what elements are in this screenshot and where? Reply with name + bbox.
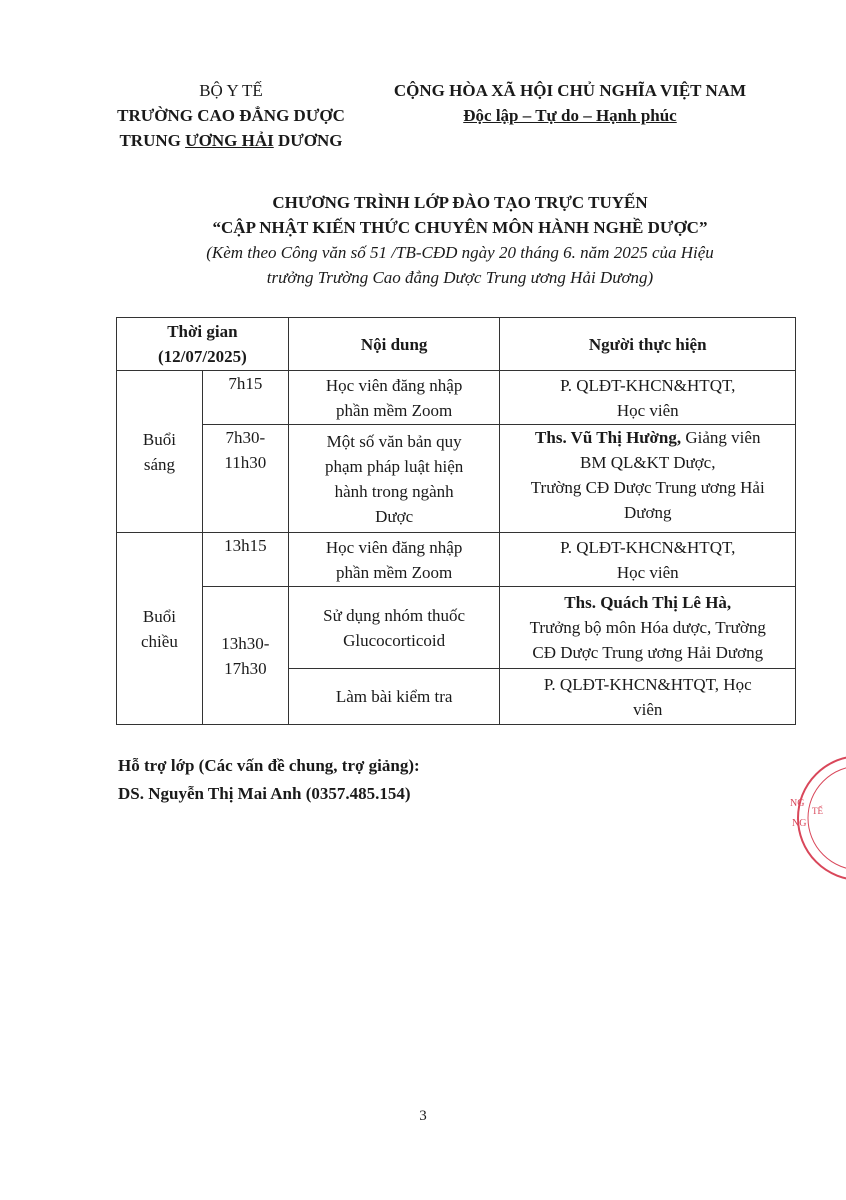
table-header-row <box>117 318 796 371</box>
school-name-line2 <box>100 128 362 153</box>
person-cell: P. QLĐT-KHCN&HTQT, Học viên <box>500 371 796 425</box>
header-content: Nội dung <box>288 318 500 371</box>
content-cell: Học viên đăng nhập phần mềm Zoom <box>288 533 500 587</box>
ministry-name: BỘ Y TẾ <box>199 81 263 100</box>
table-row <box>117 533 796 587</box>
lecturer-name: Ths. Vũ Thị Hường, <box>535 428 682 447</box>
title-line1: CHƯƠNG TRÌNH LỚP ĐÀO TẠO TRỰC TUYẾN <box>272 193 648 212</box>
national-motto: Độc lập – Tự do – Hạnh phúc <box>463 106 677 125</box>
content-cell: Học viên đăng nhập phần mềm Zoom <box>288 371 500 425</box>
document-title <box>80 190 840 290</box>
session-morning: Buổi sáng <box>117 371 203 533</box>
table-row <box>117 425 796 533</box>
time-cell: 7h30- 11h30 <box>202 425 288 533</box>
support-label: Hỗ trợ lớp (Các vấn đề chung, trợ giảng): <box>118 756 420 775</box>
school-name-line2-c: DƯƠNG <box>273 131 343 150</box>
national-header <box>370 78 770 128</box>
time-cell: 7h15 <box>202 371 288 425</box>
title-reference-line1: (Kèm theo Công văn số 51 /TB-CĐD ngày 20 tháng 6. năm 2025 của Hiệu <box>206 243 714 262</box>
person-cell: P. QLĐT-KHCN&HTQT, Học viên <box>500 669 796 725</box>
content-cell: Một số văn bản quy phạm pháp luật hiện hành trong ngành Dược <box>288 425 500 533</box>
content-cell: Làm bài kiểm tra <box>288 669 500 725</box>
support-contact: DS. Nguyễn Thị Mai Anh (0357.485.154) <box>118 784 411 803</box>
title-reference-line2: trưởng Trường Cao đẳng Dược Trung ương Hải Dương) <box>266 268 654 287</box>
page-number: 3 <box>419 1108 427 1124</box>
header-time: Thời gian (12/07/2025) <box>117 318 289 371</box>
class-support <box>118 752 420 808</box>
session-afternoon: Buổi chiều <box>117 533 203 725</box>
content-cell: Sử dụng nhóm thuốc Glucocorticoid <box>288 587 500 669</box>
seal-text: NG <box>790 798 805 809</box>
school-name-line2-underlined: ƯƠNG HẢI <box>185 131 274 150</box>
seal-text: NG <box>792 818 807 829</box>
time-cell: 13h30- 17h30 <box>202 587 288 725</box>
time-cell: 13h15 <box>202 533 288 587</box>
title-line2: “CẬP NHẬT KIẾN THỨC CHUYÊN MÔN HÀNH NGHỀ DƯỢC” <box>212 218 708 237</box>
official-seal-stamp <box>760 748 846 888</box>
country-name: CỘNG HÒA XÃ HỘI CHỦ NGHĨA VIỆT NAM <box>393 81 747 100</box>
person-cell: Ths. Vũ Thị Hường, Giảng viên BM QL&KT Dược, Trường CĐ Dược Trung ương Hải Dương <box>500 425 796 533</box>
schedule-table <box>116 317 796 725</box>
table-row <box>117 587 796 669</box>
school-name-line2-a: TRUNG <box>119 131 186 150</box>
table-row <box>117 371 796 425</box>
seal-text: TẾ <box>812 806 823 816</box>
person-cell: Ths. Quách Thị Lê Hà, Trưởng bộ môn Hóa dược, Trường CĐ Dược Trung ương Hải Dương <box>500 587 796 669</box>
person-cell: P. QLĐT-KHCN&HTQT, Học viên <box>500 533 796 587</box>
lecturer-name: Ths. Quách Thị Lê Hà, <box>564 593 732 612</box>
issuer-block <box>100 78 362 153</box>
school-name-line1: TRƯỜNG CAO ĐẲNG DƯỢC <box>117 106 345 125</box>
header-person: Người thực hiện <box>500 318 796 371</box>
